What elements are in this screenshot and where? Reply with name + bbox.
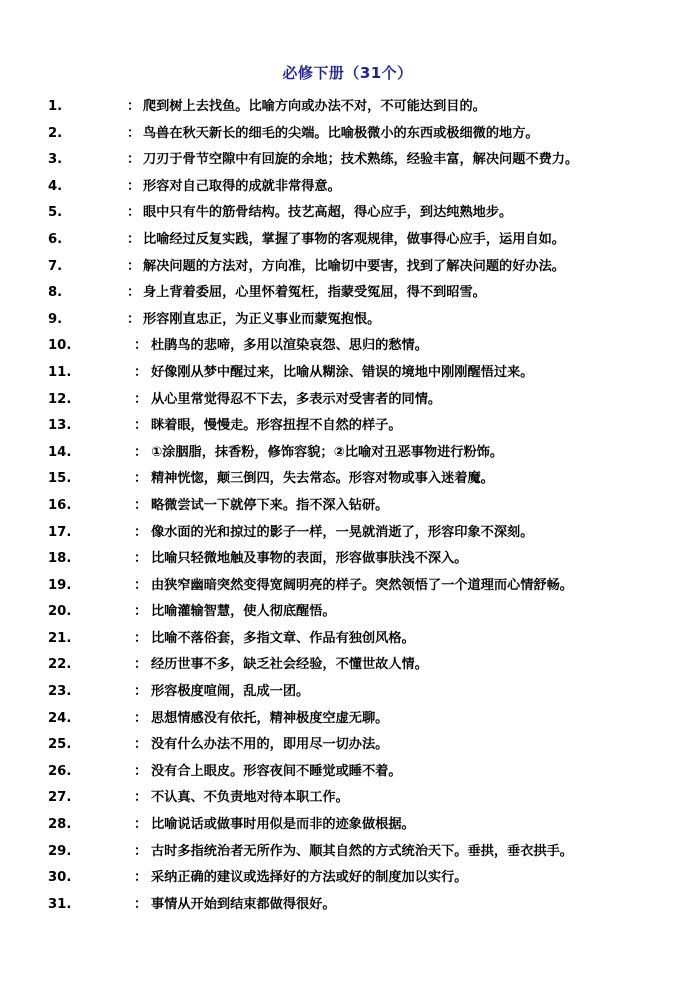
item-number: 7. xyxy=(48,258,63,274)
item-colon: ： xyxy=(134,737,148,753)
item-definition: 从心里常觉得忍不下去，多表示对受害者的同情。 xyxy=(151,391,442,407)
item-definition: 身上背着委屈，心里怀着冤枉，指蒙受冤屈，得不到昭雪。 xyxy=(143,285,486,301)
item-colon: ： xyxy=(134,763,148,779)
item-colon: ： xyxy=(134,577,148,593)
item-number: 26. xyxy=(48,763,72,779)
list-item xyxy=(0,865,695,892)
list-item xyxy=(0,626,695,653)
list-item xyxy=(0,307,695,334)
item-colon: ： xyxy=(134,524,148,540)
item-definition: 没有合上眼皮。形容夜间不睡觉或睡不着。 xyxy=(151,763,402,779)
list-item xyxy=(0,892,695,919)
list-item xyxy=(0,200,695,227)
list-item xyxy=(0,94,695,121)
item-colon: ： xyxy=(134,444,148,460)
list-item xyxy=(0,573,695,600)
list-item xyxy=(0,466,695,493)
item-definition: 鸟兽在秋天新长的细毛的尖端。比喻极微小的东西或极细微的地方。 xyxy=(143,125,539,141)
item-number: 20. xyxy=(48,604,72,620)
item-definition: 比喻不落俗套，多指文章、作品有独创风格。 xyxy=(151,630,415,646)
item-number: 8. xyxy=(48,285,63,301)
item-definition: 比喻说话或做事时用似是而非的迹象做根据。 xyxy=(151,817,415,833)
list-item xyxy=(0,280,695,307)
list-item xyxy=(0,520,695,547)
item-number: 5. xyxy=(48,205,63,221)
item-number: 27. xyxy=(48,790,72,806)
item-definition: 略微尝试一下就停下来。指不深入钻研。 xyxy=(151,497,389,513)
item-colon: ： xyxy=(134,471,148,487)
item-colon: ： xyxy=(134,896,148,912)
list-item xyxy=(0,839,695,866)
item-definition: 没有什么办法不用的，即用尽一切办法。 xyxy=(151,737,389,753)
item-number: 22. xyxy=(48,657,72,673)
item-definition: 形容刚直忠正，为正义事业而蒙冤抱恨。 xyxy=(143,311,381,327)
list-item xyxy=(0,732,695,759)
item-number: 14. xyxy=(48,444,72,460)
list-item xyxy=(0,493,695,520)
item-definition: 古时多指统治者无所作为、顺其自然的方式统治天下。垂拱，垂衣拱手。 xyxy=(151,843,573,859)
item-colon: ： xyxy=(134,870,148,886)
item-definition: 爬到树上去找鱼。比喻方向或办法不对，不可能达到目的。 xyxy=(143,99,486,114)
item-definition: 精神恍惚，颠三倒四，失去常态。形容对物或事入迷着魔。 xyxy=(151,471,494,487)
item-number: 16. xyxy=(48,497,72,513)
item-number: 6. xyxy=(48,231,63,247)
list-item xyxy=(0,679,695,706)
item-number: 29. xyxy=(48,843,72,859)
item-definition: 形容对自己取得的成就非常得意。 xyxy=(143,178,341,194)
list-item xyxy=(0,254,695,281)
item-number: 3. xyxy=(48,152,63,168)
item-number: 31. xyxy=(48,896,72,912)
list-item xyxy=(0,440,695,467)
item-colon: ： xyxy=(127,258,141,274)
item-colon: ： xyxy=(134,364,148,380)
list-item xyxy=(0,121,695,148)
item-colon: ： xyxy=(134,630,148,646)
item-colon: ： xyxy=(127,152,141,168)
item-definition: 比喻灌输智慧，使人彻底醒悟。 xyxy=(151,604,336,620)
page-title: 必修下册（31个） xyxy=(282,64,413,82)
item-number: 21. xyxy=(48,630,72,646)
item-colon: ： xyxy=(134,551,148,567)
item-colon: ： xyxy=(134,710,148,726)
item-definition: 采纳正确的建议或选择好的方法或好的制度加以实行。 xyxy=(151,870,468,886)
item-colon: ： xyxy=(134,657,148,673)
list-item xyxy=(0,387,695,414)
item-definition: 像水面的光和掠过的影子一样，一晃就消逝了，形容印象不深刻。 xyxy=(151,524,534,540)
item-definition: 事情从开始到结束都做得很好。 xyxy=(151,896,336,912)
item-number: 19. xyxy=(48,577,72,593)
item-number: 17. xyxy=(48,524,72,540)
item-colon: ： xyxy=(127,285,141,301)
item-colon: ： xyxy=(134,817,148,833)
item-definition: 形容极度喧闹，乱成一团。 xyxy=(151,684,310,700)
item-number: 11. xyxy=(48,364,72,380)
item-number: 12. xyxy=(48,391,72,407)
item-number: 2. xyxy=(48,125,63,141)
list-item xyxy=(0,599,695,626)
item-colon: ： xyxy=(134,604,148,620)
item-definition: 比喻只轻微地触及事物的表面，形容做事肤浅不深入。 xyxy=(151,551,468,567)
item-definition: 思想情感没有依托，精神极度空虚无聊。 xyxy=(151,710,389,726)
item-definition: 不认真、不负责地对待本职工作。 xyxy=(151,790,349,806)
item-number: 24. xyxy=(48,710,72,726)
item-colon: ： xyxy=(127,205,141,221)
item-number: 9. xyxy=(48,311,63,327)
item-colon: ： xyxy=(127,178,141,194)
item-colon: ： xyxy=(134,843,148,859)
item-definition: 比喻经过反复实践，掌握了事物的客观规律，做事得心应手，运用自如。 xyxy=(143,231,565,247)
list-item xyxy=(0,174,695,201)
item-colon: ： xyxy=(127,311,141,327)
item-number: 30. xyxy=(48,870,72,886)
list-item xyxy=(0,147,695,174)
item-definition: 杜鹃鸟的悲啼，多用以渲染哀怨、思归的愁情。 xyxy=(151,338,428,354)
list-item xyxy=(0,785,695,812)
list-item xyxy=(0,227,695,254)
item-number: 4. xyxy=(48,178,63,194)
list-item xyxy=(0,812,695,839)
list-item xyxy=(0,546,695,573)
item-colon: ： xyxy=(134,391,148,407)
item-definition: 眼中只有牛的筋骨结构。技艺高超，得心应手，到达纯熟地步。 xyxy=(143,205,513,221)
item-colon: ： xyxy=(127,99,141,114)
item-colon: ： xyxy=(134,338,148,354)
item-definition: 刀刃于骨节空隙中有回旋的余地；技术熟练，经验丰富，解决问题不费力。 xyxy=(143,152,579,168)
item-number: 23. xyxy=(48,684,72,700)
item-definition: 经历世事不多，缺乏社会经验，不懂世故人情。 xyxy=(151,657,428,673)
item-colon: ： xyxy=(134,684,148,700)
item-definition: ①涂胭脂，抹香粉，修饰容貌；②比喻对丑恶事物进行粉饰。 xyxy=(151,444,504,460)
list-item xyxy=(0,652,695,679)
item-number: 18. xyxy=(48,551,72,567)
item-colon: ： xyxy=(134,418,148,434)
list-item xyxy=(0,360,695,387)
list-item xyxy=(0,759,695,786)
item-definition: 由狭窄幽暗突然变得宽阔明亮的样子。突然领悟了一个道理而心情舒畅。 xyxy=(151,577,573,593)
entry-list xyxy=(0,94,695,918)
item-number: 13. xyxy=(48,418,72,434)
item-number: 10. xyxy=(48,338,72,354)
item-definition: 眯着眼，慢慢走。形容扭捏不自然的样子。 xyxy=(151,418,402,434)
item-colon: ： xyxy=(134,790,148,806)
item-colon: ： xyxy=(134,497,148,513)
item-number: 28. xyxy=(48,817,72,833)
item-colon: ： xyxy=(127,125,141,141)
list-item xyxy=(0,333,695,360)
item-number: 15. xyxy=(48,471,72,487)
item-definition: 好像刚从梦中醒过来，比喻从糊涂、错误的境地中刚刚醒悟过来。 xyxy=(151,364,534,380)
list-item xyxy=(0,413,695,440)
item-definition: 解决问题的方法对，方向准，比喻切中要害，找到了解决问题的好办法。 xyxy=(143,258,565,274)
item-colon: ： xyxy=(127,231,141,247)
list-item xyxy=(0,706,695,733)
item-number: 25. xyxy=(48,737,72,753)
item-number: 1. xyxy=(48,99,63,114)
